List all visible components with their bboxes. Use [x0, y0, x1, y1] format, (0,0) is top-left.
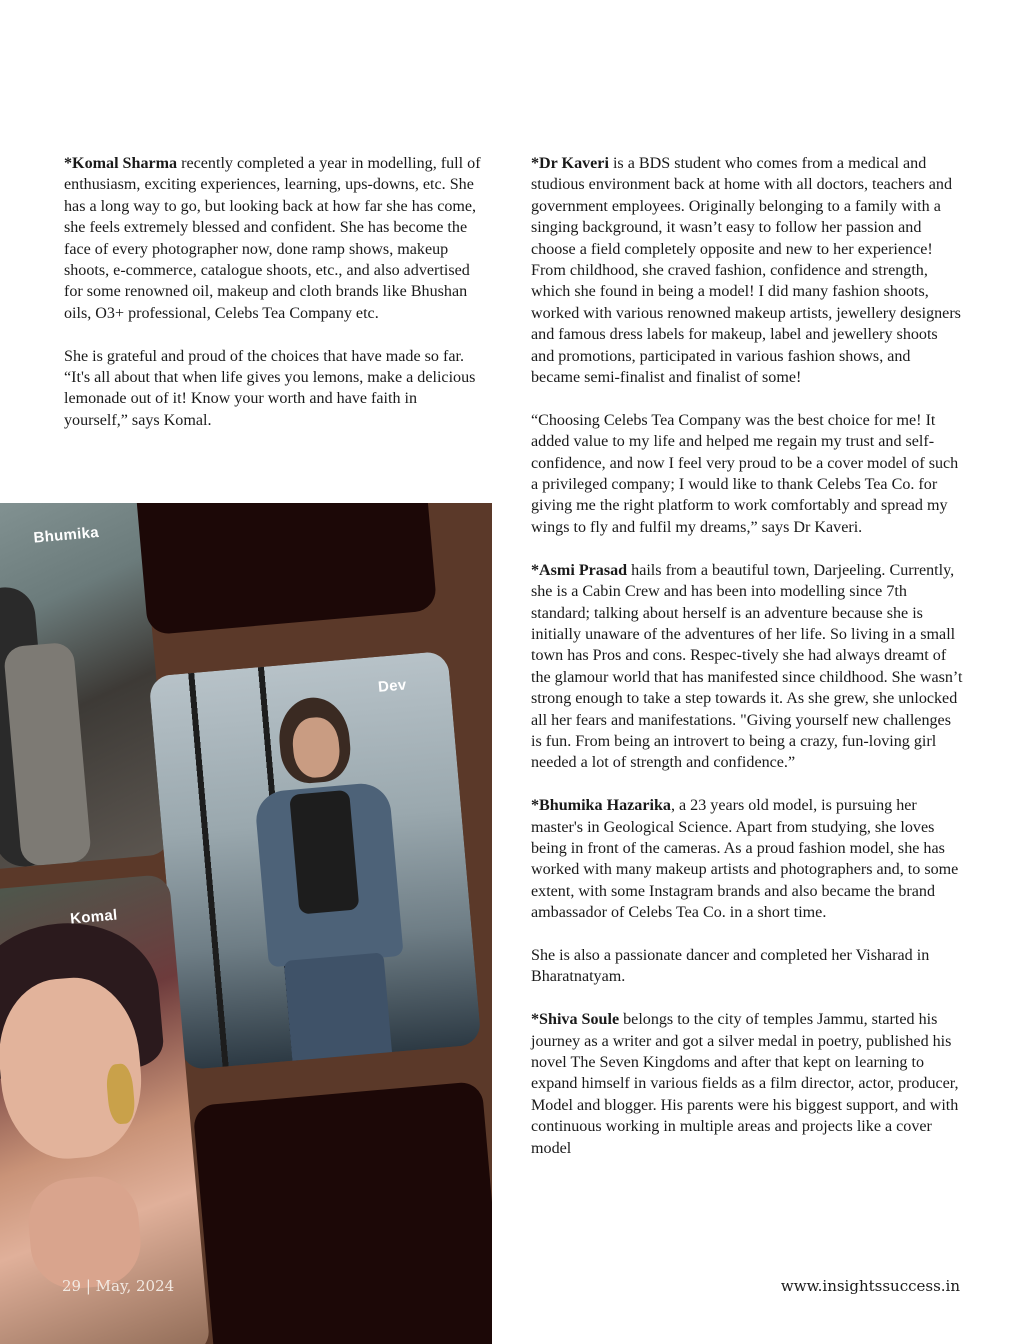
bhumika-hazarika-text: , a 23 years old model, is pursuing her master's in Geological Science. Apart from studying, she loves being in front of the cameras. As a proud fashion model, she has worked with many makeup artists and photographers and, to some extent, with some Instagram brands and also became the brand ambassador of Celebs Tea Co. in a short time. — [531, 797, 959, 922]
bhumika-dancer-paragraph: She is also a passionate dancer and completed her Visharad in Bharatnatyam. — [531, 946, 930, 986]
dev-jeans — [284, 952, 394, 1070]
page-number-date: 29 | May, 2024 — [62, 1277, 175, 1295]
shiva-soule-paragraph — [531, 1009, 963, 1159]
shiva-soule-text: belongs to the city of temples Jammu, started his journey as a writer and got a silver medal in poetry, published his novel The Seven Kingdoms and after that kept on learning to expand himself in various fields as a film director, actor, producer, Model and blogger. His parents were his biggest support, and with continuous working in multiple areas and projects like a cover model — [531, 1011, 959, 1157]
dark-tile-bottom — [192, 1081, 492, 1344]
komal-sharma-paragraph — [64, 153, 484, 324]
dev-photo — [148, 651, 481, 1071]
bhumika-label: Bhumika — [32, 523, 100, 547]
komal-hands — [25, 1173, 144, 1292]
komal-quote-paragraph: She is grateful and proud of the choices that have made so far. “It's all about that when life gives you lemons, make a delicious lemonade out of it! Know your worth and have faith in yourself,” says Komal. — [64, 347, 476, 429]
dr-kaveri-text: is a BDS student who comes from a medical and studious environment back at home with all doctors, teachers and government employees. Originally belonging to a family with a singing background, it wasn’t easy to follow her passion and choose a field completely opposite and new to her experience! From childhood, she craved fashion, confidence and strength, which she found in being a model! I did many fashion shoots, worked with various renowned makeup artists, jewellery designers and famous dress labels for makeup, label and jewellery shoots and promotions, participated in various fashion shows, and became semi-finalist and finalist of some! — [531, 155, 961, 387]
right-text-column — [531, 153, 963, 1180]
dev-shirt — [289, 790, 359, 915]
komal-label: Komal — [69, 906, 119, 928]
website-link[interactable]: www.insightssuccess.in — [780, 1277, 960, 1295]
bhumika-hazarika-name: *Bhumika Hazarika — [531, 797, 671, 815]
dr-kaveri-paragraph — [531, 153, 963, 388]
dr-kaveri-quote-paragraph: “Choosing Celebs Tea Company was the best choice for me! It added value to my life and helped me regain my trust and self-confidence, and now I feel very proud to be a cover model of such a privileged company; I would like to thank Celebs Tea Co. for giving me the right platform to work comfortably and spread my wings to fly and fulfil my dreams,” says Dr Kaveri. — [531, 411, 959, 536]
komal-sharma-name: *Komal Sharma — [64, 155, 178, 172]
dr-kaveri-name: *Dr Kaveri — [531, 155, 609, 172]
left-text-column — [64, 153, 484, 453]
dark-tile-top — [133, 503, 438, 635]
asmi-prasad-text: hails from a beautiful town, Darjeeling. Currently, she is a Cabin Crew and has been into modelling since 7th standard; talking about herself is an adventure because she is initially unaware of the adventures of her life. So living in a small town has Pros and cons. Respec-tively she had always dreamt of the glamour world that has manifested since childhood. She wasn’t strong enough to take a step towards it. As she grew, she unlocked all her fears and manifestations. "Giving yourself new challenges is fun. From being an introvert to being a crazy, fun-loving girl needed a lot of strength and confidence.” — [531, 561, 963, 772]
asmi-prasad-name: *Asmi Prasad — [531, 561, 628, 579]
bhumika-hazarika-paragraph — [531, 795, 963, 923]
komal-sharma-text: recently completed a year in modelling, full of enthusiasm, exciting experiences, learning, ups-downs, etc. She has a long way to go, but looking back at how far she has come, she feels extremely blessed and confident. She has become the face of every photographer now, done ramp shows, makeup shoots, e-commerce, catalogue shoots, etc., and also advertised for some renowned oil, makeup and cloth brands like Bhushan oils, O3+ professional, Celebs Tea Company etc. — [64, 155, 481, 322]
asmi-prasad-paragraph — [531, 560, 963, 774]
shiva-soule-name: *Shiva Soule — [531, 1011, 620, 1029]
model-photo-collage — [0, 503, 492, 1344]
dev-label: Dev — [377, 676, 408, 696]
